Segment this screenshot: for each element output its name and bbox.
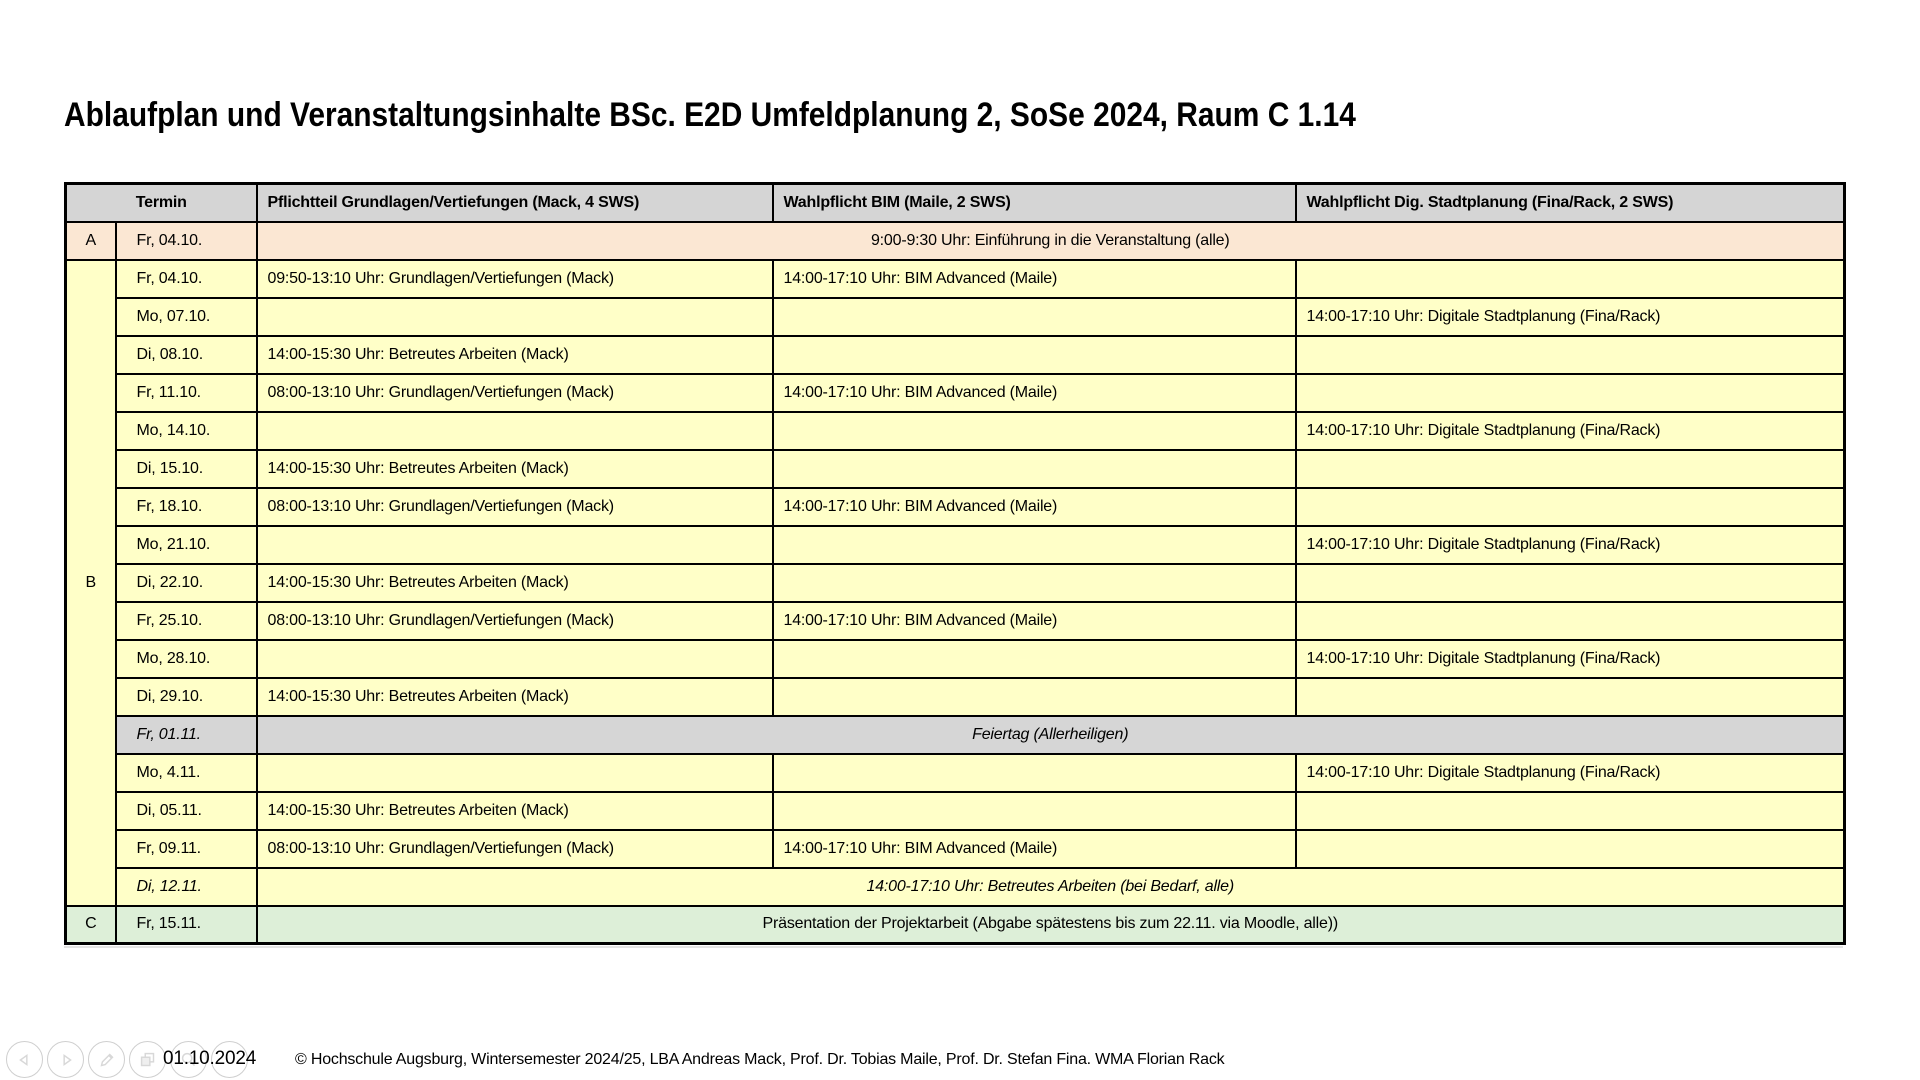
table-row bbox=[66, 754, 1845, 792]
session-cell: 14:00-15:30 Uhr: Betreutes Arbeiten (Mack) bbox=[257, 678, 773, 716]
table-row bbox=[66, 716, 1845, 754]
table-row bbox=[66, 640, 1845, 678]
table-row bbox=[66, 374, 1845, 412]
session-cell: 14:00-17:10 Uhr: Digitale Stadtplanung (Fina/Rack) bbox=[1296, 640, 1845, 678]
session-cell bbox=[1296, 678, 1845, 716]
session-cell bbox=[257, 412, 773, 450]
table-row bbox=[66, 298, 1845, 336]
session-cell bbox=[257, 754, 773, 792]
column-header-pflichtteil: Pflichtteil Grundlagen/Vertiefungen (Mack, 4 SWS) bbox=[257, 184, 773, 222]
session-cell bbox=[773, 526, 1296, 564]
session-cell bbox=[1296, 564, 1845, 602]
date-cell: Fr, 04.10. bbox=[116, 260, 257, 298]
table-row bbox=[66, 678, 1845, 716]
date-cell: Fr, 25.10. bbox=[116, 602, 257, 640]
table-row bbox=[66, 792, 1845, 830]
session-cell: 14:00-17:10 Uhr: Digitale Stadtplanung (Fina/Rack) bbox=[1296, 526, 1845, 564]
footer-copyright: © Hochschule Augsburg, Wintersemester 2024/25, LBA Andreas Mack, Prof. Dr. Tobias Maile, Prof. Dr. Stefan Fina. WMA Florian Rack bbox=[295, 1051, 1225, 1068]
date-cell: Di, 29.10. bbox=[116, 678, 257, 716]
copy-pages-icon[interactable] bbox=[129, 1041, 166, 1078]
session-cell bbox=[257, 640, 773, 678]
session-cell bbox=[257, 526, 773, 564]
session-cell bbox=[773, 754, 1296, 792]
next-page-icon[interactable] bbox=[47, 1041, 84, 1078]
session-cell bbox=[773, 564, 1296, 602]
merged-session-cell: 9:00-9:30 Uhr: Einführung in die Veranstaltung (alle) bbox=[257, 222, 1845, 260]
session-cell bbox=[773, 678, 1296, 716]
session-cell bbox=[773, 412, 1296, 450]
date-cell: Di, 22.10. bbox=[116, 564, 257, 602]
group-cell: A bbox=[66, 222, 116, 260]
date-cell: Mo, 28.10. bbox=[116, 640, 257, 678]
session-cell bbox=[1296, 830, 1845, 868]
table-row bbox=[66, 526, 1845, 564]
session-cell: 09:50-13:10 Uhr: Grundlagen/Vertiefungen (Mack) bbox=[257, 260, 773, 298]
date-cell: Fr, 01.11. bbox=[116, 716, 257, 754]
session-cell bbox=[1296, 374, 1845, 412]
date-cell: Fr, 09.11. bbox=[116, 830, 257, 868]
column-header-bim: Wahlpflicht BIM (Maile, 2 SWS) bbox=[773, 184, 1296, 222]
session-cell: 14:00-17:10 Uhr: BIM Advanced (Maile) bbox=[773, 830, 1296, 868]
table-row bbox=[66, 412, 1845, 450]
date-cell: Mo, 14.10. bbox=[116, 412, 257, 450]
schedule-table bbox=[64, 182, 1846, 945]
session-cell bbox=[773, 298, 1296, 336]
table-row bbox=[66, 336, 1845, 374]
date-cell: Mo, 21.10. bbox=[116, 526, 257, 564]
session-cell: 14:00-17:10 Uhr: BIM Advanced (Maile) bbox=[773, 374, 1296, 412]
date-cell: Fr, 15.11. bbox=[116, 906, 257, 944]
merged-session-cell: Feiertag (Allerheiligen) bbox=[257, 716, 1845, 754]
date-cell: Mo, 07.10. bbox=[116, 298, 257, 336]
session-cell: 08:00-13:10 Uhr: Grundlagen/Vertiefungen (Mack) bbox=[257, 374, 773, 412]
table-row bbox=[66, 868, 1845, 906]
page-edge-line bbox=[64, 946, 1843, 948]
table-row bbox=[66, 564, 1845, 602]
session-cell: 14:00-17:10 Uhr: Digitale Stadtplanung (Fina/Rack) bbox=[1296, 298, 1845, 336]
session-cell bbox=[1296, 792, 1845, 830]
table-row bbox=[66, 906, 1845, 944]
session-cell: 14:00-17:10 Uhr: Digitale Stadtplanung (Fina/Rack) bbox=[1296, 412, 1845, 450]
merged-session-cell: Präsentation der Projektarbeit (Abgabe spätestens bis zum 22.11. via Moodle, alle)) bbox=[257, 906, 1845, 944]
footer-date: 01.10.2024 bbox=[163, 1048, 257, 1069]
session-cell: 08:00-13:10 Uhr: Grundlagen/Vertiefungen (Mack) bbox=[257, 488, 773, 526]
session-cell bbox=[257, 298, 773, 336]
header-row bbox=[66, 184, 1845, 222]
table-row bbox=[66, 260, 1845, 298]
page-title: Ablaufplan und Veranstaltungsinhalte BSc. E2D Umfeldplanung 2, SoSe 2024, Raum C 1.14 bbox=[64, 96, 1356, 134]
group-cell: B bbox=[66, 260, 116, 906]
session-cell: 14:00-15:30 Uhr: Betreutes Arbeiten (Mack) bbox=[257, 336, 773, 374]
edit-pencil-icon[interactable] bbox=[88, 1041, 125, 1078]
session-cell bbox=[1296, 260, 1845, 298]
session-cell: 08:00-13:10 Uhr: Grundlagen/Vertiefungen (Mack) bbox=[257, 602, 773, 640]
table-row bbox=[66, 830, 1845, 868]
date-cell: Fr, 04.10. bbox=[116, 222, 257, 260]
date-cell: Di, 12.11. bbox=[116, 868, 257, 906]
date-cell: Mo, 4.11. bbox=[116, 754, 257, 792]
session-cell: 14:00-17:10 Uhr: BIM Advanced (Maile) bbox=[773, 602, 1296, 640]
session-cell bbox=[773, 792, 1296, 830]
session-cell bbox=[773, 336, 1296, 374]
date-cell: Fr, 18.10. bbox=[116, 488, 257, 526]
table-row bbox=[66, 222, 1845, 260]
session-cell: 14:00-17:10 Uhr: BIM Advanced (Maile) bbox=[773, 488, 1296, 526]
group-cell: C bbox=[66, 906, 116, 944]
date-cell: Di, 05.11. bbox=[116, 792, 257, 830]
session-cell: 14:00-15:30 Uhr: Betreutes Arbeiten (Mack) bbox=[257, 564, 773, 602]
column-header-termin: Termin bbox=[66, 184, 257, 222]
session-cell bbox=[773, 640, 1296, 678]
session-cell bbox=[773, 450, 1296, 488]
session-cell: 14:00-17:10 Uhr: Digitale Stadtplanung (Fina/Rack) bbox=[1296, 754, 1845, 792]
previous-page-icon[interactable] bbox=[6, 1041, 43, 1078]
session-cell bbox=[1296, 336, 1845, 374]
session-cell bbox=[1296, 450, 1845, 488]
session-cell bbox=[1296, 602, 1845, 640]
session-cell bbox=[1296, 488, 1845, 526]
date-cell: Di, 15.10. bbox=[116, 450, 257, 488]
session-cell: 14:00-17:10 Uhr: BIM Advanced (Maile) bbox=[773, 260, 1296, 298]
session-cell: 14:00-15:30 Uhr: Betreutes Arbeiten (Mack) bbox=[257, 792, 773, 830]
table-row bbox=[66, 488, 1845, 526]
date-cell: Di, 08.10. bbox=[116, 336, 257, 374]
table-row bbox=[66, 602, 1845, 640]
session-cell: 14:00-15:30 Uhr: Betreutes Arbeiten (Mack) bbox=[257, 450, 773, 488]
column-header-stadtplanung: Wahlpflicht Dig. Stadtplanung (Fina/Rack, 2 SWS) bbox=[1296, 184, 1845, 222]
table-row bbox=[66, 450, 1845, 488]
merged-session-cell: 14:00-17:10 Uhr: Betreutes Arbeiten (bei Bedarf, alle) bbox=[257, 868, 1845, 906]
session-cell: 08:00-13:10 Uhr: Grundlagen/Vertiefungen (Mack) bbox=[257, 830, 773, 868]
date-cell: Fr, 11.10. bbox=[116, 374, 257, 412]
